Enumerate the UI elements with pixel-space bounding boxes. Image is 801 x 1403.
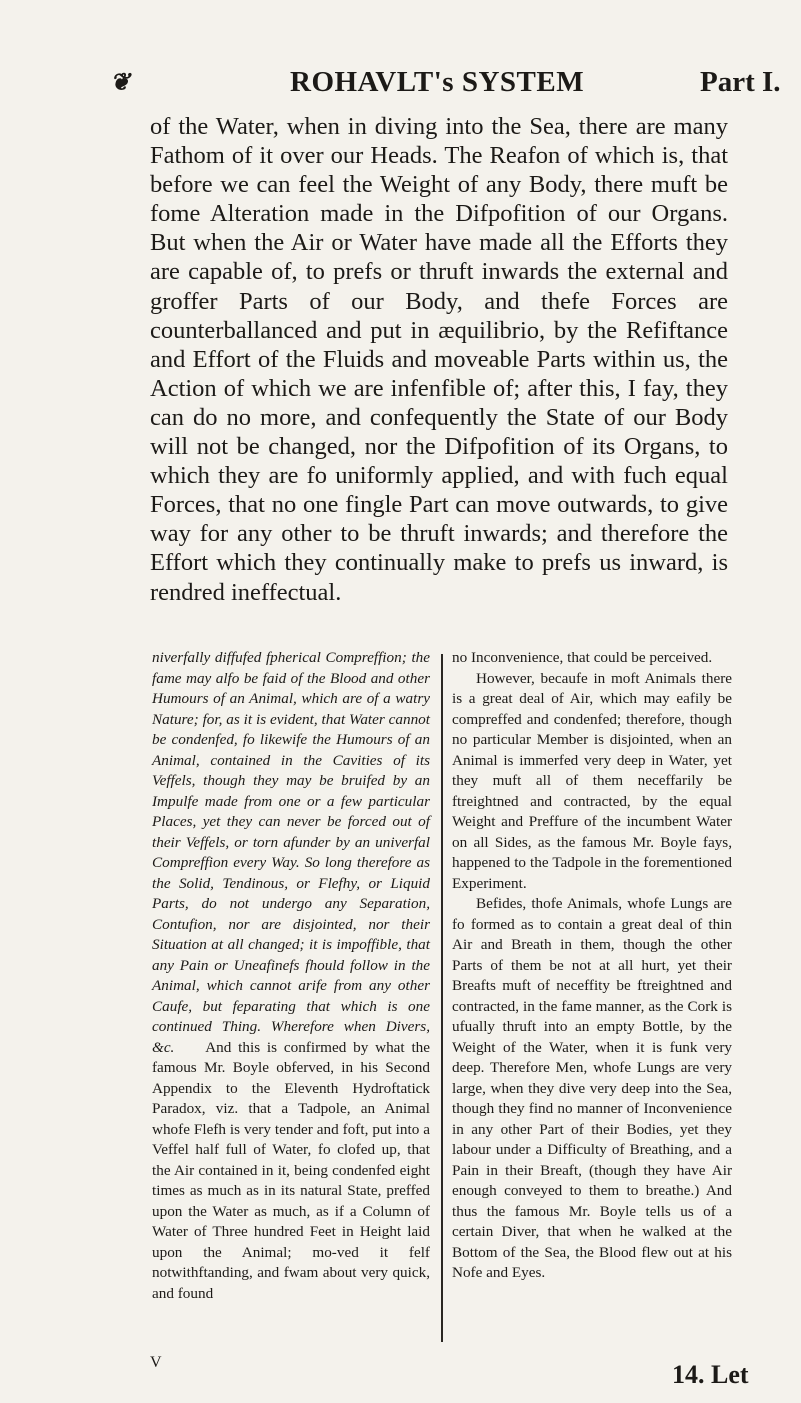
left-note-text: niverfally diffufed fpherical Compreffion; the fame may alfo be faid of the Blood and other Humours of an Animal, which are of a watry Nature; for, as it is evident, that Water cannot be condenfed, fo likewife the Humours of an Animal, contained in the Cavities of its Veffels, though they may be bruifed by an Impulfe made from one or a few particular Places, yet they can never be forced out of their Veffels, or torn afunder by an univerfal Compreffion every Way. So long therefore as the Solid, Tendinous, or Flefhy, or Liquid Parts, do not undergo any Separation, Contufion, nor are disjointed, nor their Situation at all changed; it is impoffible, that any Pain or Uneafinefs fhould follow in the Animal, which cannot arife from any other Caufe, but feparating that which is one continued Thing. Wherefore when Divers, &c. [152,649,430,1056]
left-paragraph: And this is confirmed by what the famous Mr. Boyle obferved, in his Second Appendix to the Eleventh Hydroftatick Paradox, viz. that a Tadpole, an Animal whofe Flefh is very tender and foft, put into a Veffel half full of Water, fo clofed up, that the Air contained in it, being condenfed eight times as much as in its natural State, preffed upon the Water as much, as if a Column of Water of Three hundred Feet in Height laid upon the Animal; mo-ved it felf notwithftanding, and fwam about very quick, and found [152,1038,431,1302]
right-column [452,648,732,1284]
main-paragraph: of the Water, when in diving into the Sea, there are many Fathom of it over our Heads. The Reafon of which is, that before we can feel the Weight of any Body, there muft be fome Alteration made in the Difpofition of our Organs. But when the Air or Water have made all the Efforts they are capable of, to prefs or thruft inwards the external and groffer Parts of our Body, and thefe Forces are counterballanced and put in æquilibrio, by the Refiftance and Effort of the Fluids and moveable Parts within us, the Action of which we are infenfible of; after this, I fay, they can do no more, and confequently the State of our Body will not be changed, nor the Difpofition of its Organs, to which they are fo uniformly applied, and with fuch equal Forces, that no one fingle Part can move outwards, to give way for any other to be thruft inwards; and therefore the Effort which they continually make to prefs us inward, is rendred ineffectual. [150,113,728,606]
column-divider [441,654,443,1342]
left-column [152,648,430,1304]
right-paragraph-3: Befides, thofe Animals, whofe Lungs are fo formed as to contain a great deal of thin Air and Breath in them, though the other Parts of them be not at all hurt, yet their Breafts muft of neceffity be ftreightned and contracted, in the fame manner, as the Cork is ufually thruft into an empty Bottle, by the Weight of the Water, when it is funk very deep. Therefore Men, whofe Lungs are very large, when they dive very deep into the Sea, though they find no manner of Inconvenience in any other Part of their Bodies, yet they labour under a Difficulty of Breathing, and a Pain in their Breaft, (though they have Air enough conveyed to them to breathe.) And thus the famous Mr. Boyle tells us of a certain Diver, that when he walked at the Bottom of the Sea, the Blood flew out at his Nofe and Eyes. [452,895,732,1281]
catchword: 14. Let [672,1360,749,1389]
right-paragraph-2: However, becaufe in moft Animals there is a great deal of Air, which may eafily be compreffed and condenfed; therefore, though no particular Member is disjointed, when an Animal is immerfed very deep in Water, yet they muft all of them neceffarily be ftreightned and contracted, by the equal Weight and Preffure of the incumbent Water on all Sides, as the famous Mr. Boyle fays, happened to the Tadpole in the forementioned Experiment. [452,669,732,892]
footnote-columns [152,648,732,1368]
page-ornament: ❦ [110,70,131,96]
running-header [0,60,801,110]
right-paragraph-1: no Inconvenience, that could be perceived. [452,649,713,666]
running-title: ROHAVLT's SYSTEM [290,66,585,98]
part-label: Part I. [700,66,781,98]
signature-mark: V [150,1354,162,1371]
